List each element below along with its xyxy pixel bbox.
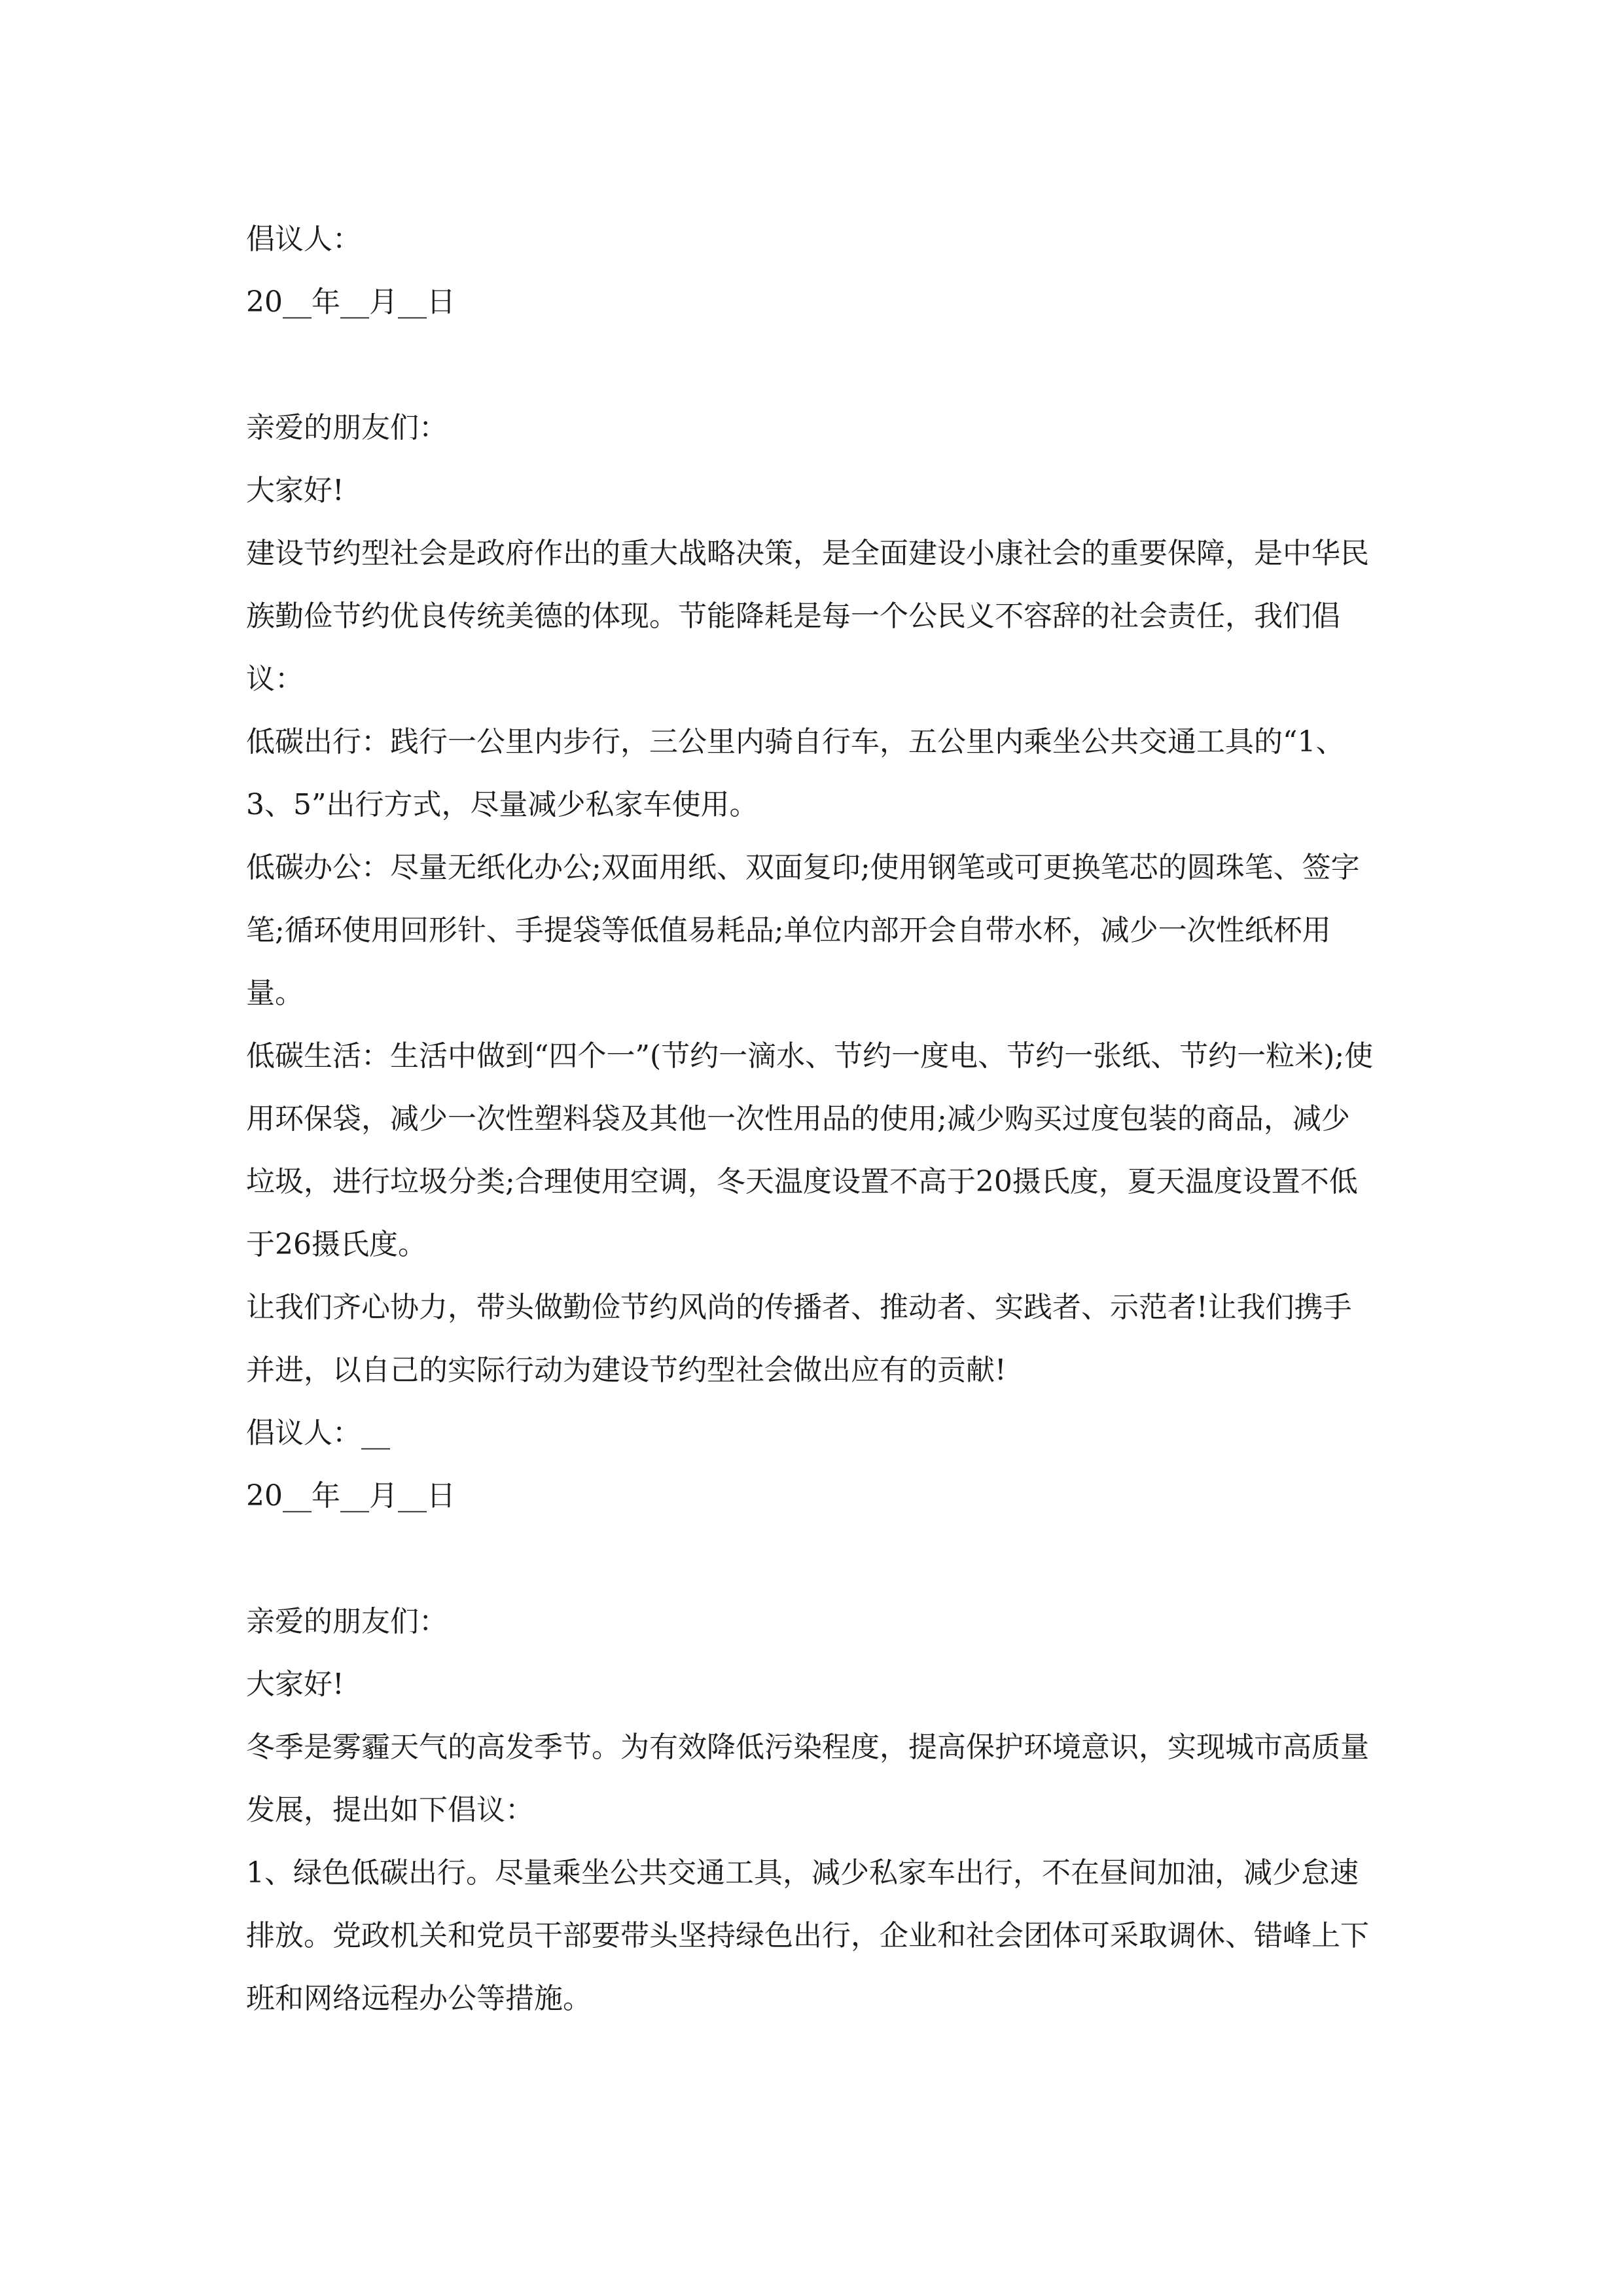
date-line: 20__年__月__日: [246, 285, 455, 319]
low-carbon-office-paragraph: 低碳办公：尽量无纸化办公;双面用纸、双面复印;使用钢笔或可更换笔芯的圆珠笔、签字笔;循环使用回形针、手提袋等低值易耗品;单位内部开会自带水杯，减少一次性纸杯用量。: [246, 851, 1360, 1010]
section-gap: [246, 334, 1378, 397]
hello: 大家好!: [246, 474, 344, 507]
section-gap: [246, 1528, 1378, 1590]
intro-paragraph: 建设节约型社会是政府作出的重大战略决策，是全面建设小康社会的重要保障，是中华民族勤俭节约优良传统美德的体现。节能降耗是每一个公民义不容辞的社会责任，我们倡议：: [246, 537, 1369, 696]
low-carbon-life-paragraph: 低碳生活：生活中做到“四个一”(节约一滴水、节约一度电、节约一张纸、节约一粒米);使用环保袋，减少一次性塑料袋及其他一次性用品的使用;减少购买过度包装的商品，减少垃圾，进行垃圾分类;合理使用空调，冬天温度设置不高于20摄氏度，夏天温度设置不低于26摄氏度。: [246, 1039, 1374, 1261]
closing-paragraph: 让我们齐心协力，带头做勤俭节约风尚的传播者、推动者、实践者、示范者!让我们携手并进，以自己的实际行动为建设节约型社会做出应有的贡献!: [246, 1291, 1352, 1387]
greeting: 亲爱的朋友们：: [246, 411, 448, 444]
date-line: 20__年__月__日: [246, 1479, 455, 1513]
intro-paragraph: 冬季是雾霾天气的高发季节。为有效降低污染程度，提高保护环境意识，实现城市高质量发展，提出如下倡议：: [246, 1731, 1369, 1827]
document-body: [246, 208, 1378, 2030]
initiator-line: 倡议人：__: [246, 1416, 390, 1450]
low-carbon-travel-paragraph: 低碳出行：践行一公里内步行，三公里内骑自行车，五公里内乘坐公共交通工具的“1、3、5”出行方式，尽量减少私家车使用。: [246, 725, 1345, 821]
hello: 大家好!: [246, 1668, 344, 1701]
green-travel-item: 1、绿色低碳出行。尽量乘坐公共交通工具，减少私家车出行，不在昼间加油，减少怠速排放。党政机关和党员干部要带头坚持绿色出行，企业和社会团体可采取调休、错峰上下班和网络远程办公等措施。: [246, 1856, 1369, 2015]
initiator-line: 倡议人：: [246, 223, 361, 256]
greeting: 亲爱的朋友们：: [246, 1605, 448, 1638]
